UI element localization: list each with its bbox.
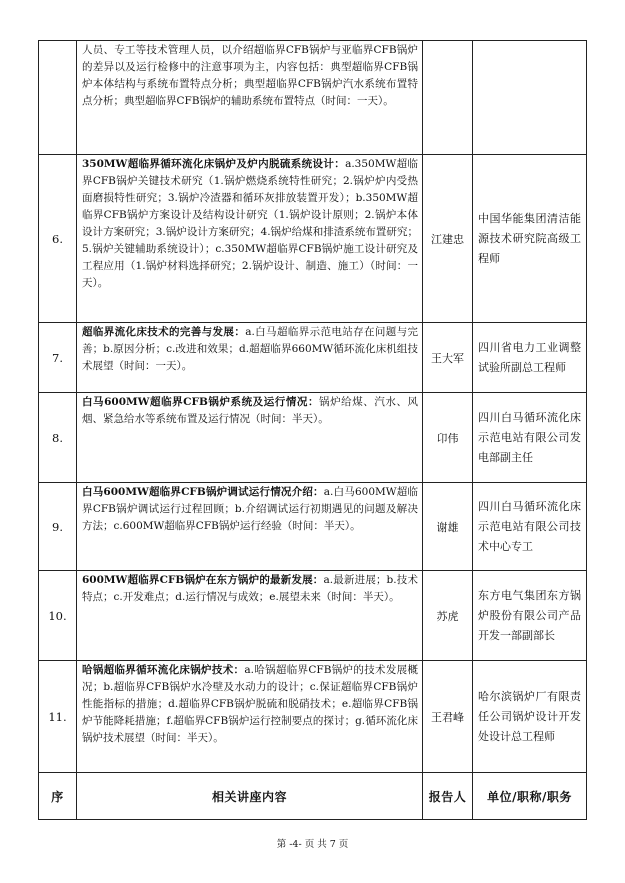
lecture-body: a.最新进展；b.技术特点；c.开发难点；d.运行情况与成效；e.展望未来（时间：半天）。: [82, 574, 418, 603]
reporter-name: 江建忠: [423, 155, 473, 323]
lecture-content: [77, 483, 423, 571]
table-row: [39, 483, 587, 571]
reporter-name: 王大军: [423, 323, 473, 393]
header-reporter: 报告人: [423, 773, 473, 820]
lecture-title: 超临界流化床技术的完善与发展：: [82, 326, 246, 338]
lecture-body: a.350MW超临界CFB锅炉关键技术研究（1.锅炉燃烧系统特性研究；2.锅炉炉内受热面磨损特性研究；3.锅炉冷渣器和循环灰排放装置开发）；b.350MW超临界CFB锅炉方案设计及结构设计研究（1.锅炉设计原则；2.锅炉本体设计方案研究；3.锅炉设计方案研究；4.锅炉给煤和排渣系统布置研究；5.锅炉关键辅助系统设计）；c.350MW超临界CFB锅炉施工设计研究及工程应用（1.锅炉材料选择研究；2.锅炉设计、制造、施工）（时间：一天）。: [82, 158, 418, 289]
lecture-body: 锅炉给煤、汽水、风烟、紧急给水等系统布置及运行情况（时间：半天）。: [82, 396, 419, 425]
row-number: 9.: [39, 483, 77, 571]
lecture-body: a.白马超临界示范电站存在问题与完善；b.原因分析；c.改进和效果；d.超超临界660MW循环流化床机组技术展望（时间：一天）。: [82, 326, 418, 372]
lecture-title: 600MW超临界CFB锅炉在东方锅炉的最新发展：: [82, 574, 324, 586]
header-number: 序: [39, 773, 77, 820]
lecture-body: a.哈锅超临界CFB锅炉的技术发展概况；b.超临界CFB锅炉水冷壁及水动力的设计；c.保证超临界CFB锅炉性能指标的措施；d.超临界CFB锅炉脱硫和脱硝技术；e.超临界CFB锅炉节能降耗措施；f.超临界CFB锅炉运行控制要点的探讨；g.循环流化床锅炉技术展望（时间：半天）。: [82, 664, 418, 744]
reporter-unit: 哈尔滨锅炉厂有限责任公司锅炉设计开发处设计总工程师: [473, 661, 587, 773]
table-row: [39, 661, 587, 773]
row-number: 6.: [39, 155, 77, 323]
lecture-title: 350MW超临界循环流化床锅炉及炉内脱硫系统设计：: [82, 158, 346, 170]
reporter-unit: 四川省电力工业调整试验所副总工程师: [473, 323, 587, 393]
reporter-unit: 中国华能集团清洁能源技术研究院高级工程师: [473, 155, 587, 323]
table-row: [39, 393, 587, 483]
reporter-unit: 东方电气集团东方锅炉股份有限公司产品开发一部副部长: [473, 571, 587, 661]
reporter-unit: 四川白马循环流化床示范电站有限公司发电部副主任: [473, 393, 587, 483]
lecture-table: [38, 40, 587, 820]
lecture-content: [77, 661, 423, 773]
lecture-title: 白马600MW超临界CFB锅炉调试运行情况介绍：: [82, 486, 324, 498]
lecture-content: [77, 571, 423, 661]
lecture-body: 人员、专工等技术管理人员，以介绍超临界CFB锅炉与亚临界CFB锅炉的差异以及运行检修中的注意事项为主，内容包括：典型超临界CFB锅炉本体结构与系统布置特点分析；典型超临界CFB锅炉汽水系统布置特点分析；典型超临界CFB锅炉的辅助系统布置特点（时间：一天）。: [82, 44, 418, 107]
table-row: [39, 323, 587, 393]
lecture-title: 白马600MW超临界CFB锅炉系统及运行情况：: [82, 396, 320, 408]
lecture-content: [77, 323, 423, 393]
row-number: 7.: [39, 323, 77, 393]
header-unit: 单位/职称/职务: [473, 773, 587, 820]
page-footer: 第 -4- 页 共 7 页: [276, 839, 349, 850]
reporter-name: 苏虎: [423, 571, 473, 661]
reporter-name: 卬伟: [423, 393, 473, 483]
table-header-row: [39, 773, 587, 820]
row-number: 10.: [39, 571, 77, 661]
header-content: 相关讲座内容: [77, 773, 423, 820]
lecture-body: a.白马600MW超临界CFB锅炉调试运行过程回顾；b.介绍调试运行初期遇见的问题及解决方法；c.600MW超临界CFB锅炉运行经验（时间：半天）。: [82, 486, 418, 532]
row-number: 8.: [39, 393, 77, 483]
lecture-title: 哈锅超临界循环流化床锅炉技术：: [82, 664, 245, 676]
row-number: 11.: [39, 661, 77, 773]
reporter-unit: 四川白马循环流化床示范电站有限公司技术中心专工: [473, 483, 587, 571]
reporter-name: 谢雄: [423, 483, 473, 571]
lecture-content: [77, 155, 423, 323]
table-row: [39, 41, 587, 155]
reporter-unit: [473, 41, 587, 155]
table-row: [39, 571, 587, 661]
table-row: [39, 155, 587, 323]
reporter-name: [423, 41, 473, 155]
reporter-name: 王君峰: [423, 661, 473, 773]
row-number: [39, 41, 77, 155]
lecture-content: [77, 393, 423, 483]
lecture-content: [77, 41, 423, 155]
